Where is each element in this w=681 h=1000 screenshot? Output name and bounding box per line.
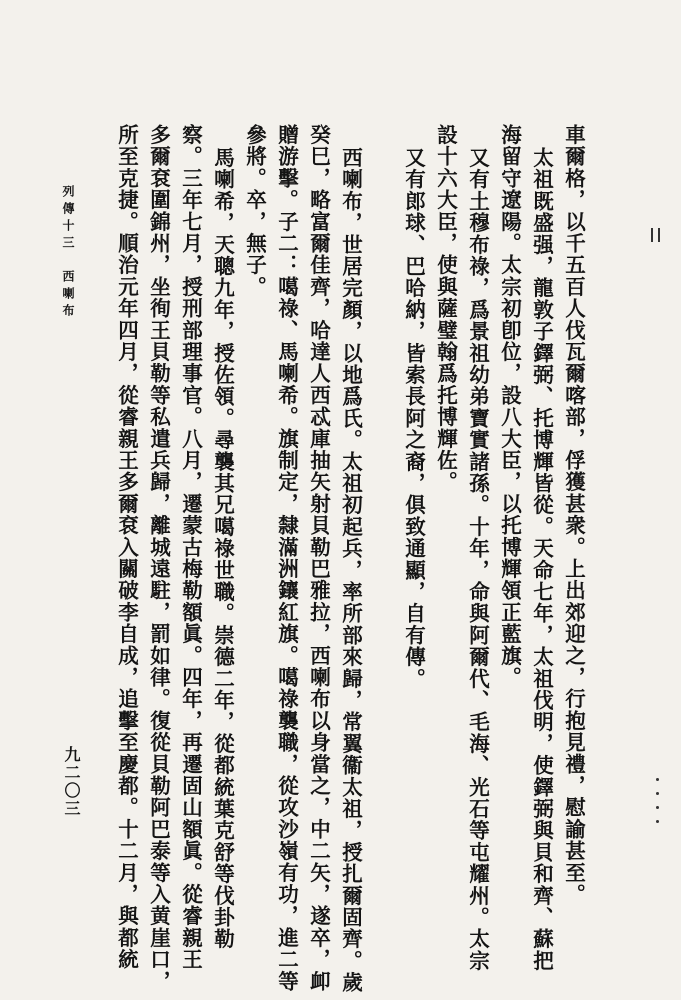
text-column-8: 癸巳，略富爾佳齊，哈達人西忒庫抽矢射貝勒巴雅拉，西喇布以身當之，中二矢，遂卒，卹: [306, 124, 331, 992]
text-column-5: 設十六大臣，使與薩璧翰爲托博輝佐。: [433, 124, 458, 493]
text-column-7: 西喇布，世居完顏，以地爲氏。太祖初起兵，率所部來歸，常翼衞太祖，授扎爾固齊。歲: [338, 147, 363, 994]
text-column-3: 海留守遼陽。太宗初卽位，設八大臣，以托博輝領正藍旗。: [497, 124, 522, 689]
page-number: 九二〇三: [62, 746, 81, 818]
running-head: 列傳十三 西喇布: [61, 185, 75, 321]
text-column-11: 馬喇希，天聰九年，授佐領。尋襲其兄噶祿世職。崇德二年，從都統葉克舒等伐卦勒: [210, 147, 235, 950]
text-column-10: 參將。卒，無子。: [242, 124, 267, 298]
text-column-12: 察。三年七月，授刑部理事官。八月，遷蒙古梅勒額眞。四年，再遷固山額眞。從睿親王: [178, 124, 203, 971]
text-column-4: 又有土穆布祿，爲景祖幼弟寶實諸孫。十年，命與阿爾代、毛海、光石等屯耀州。太宗: [465, 147, 490, 972]
margin-dots: [652, 778, 664, 828]
text-column-9: 贈游擊。子二：噶祿、馬喇希。旗制定，隸滿洲鑲紅旗。噶祿襲職，從攻沙嶺有功，進二等: [274, 124, 299, 992]
text-column-6: 又有郎球、巴哈納，皆索長阿之裔，俱致通顯，自有傳。: [401, 147, 426, 690]
text-column-1: 車爾格，以千五百人伐瓦爾喀部，俘獲甚衆。上出郊迎之，行抱見禮，慰諭甚至。: [561, 124, 586, 906]
margin-bracket-mark: [651, 228, 660, 242]
text-column-13: 多爾袞圍錦州，坐徇王貝勒等私遣兵歸，離城遠駐，罰如律。復從貝勒阿巴泰等入黄崖口，: [146, 124, 171, 992]
text-column-14: 所至克捷。順治元年四月，從睿親王多爾袞入關破李自成，追擊至慶都。十二月，與都統: [114, 124, 139, 971]
text-column-2: 太祖既盛强，龍敦子鐸弼、托博輝皆從。天命七年，太祖伐明，使鐸弼與貝和齊、蘇把: [529, 147, 554, 972]
